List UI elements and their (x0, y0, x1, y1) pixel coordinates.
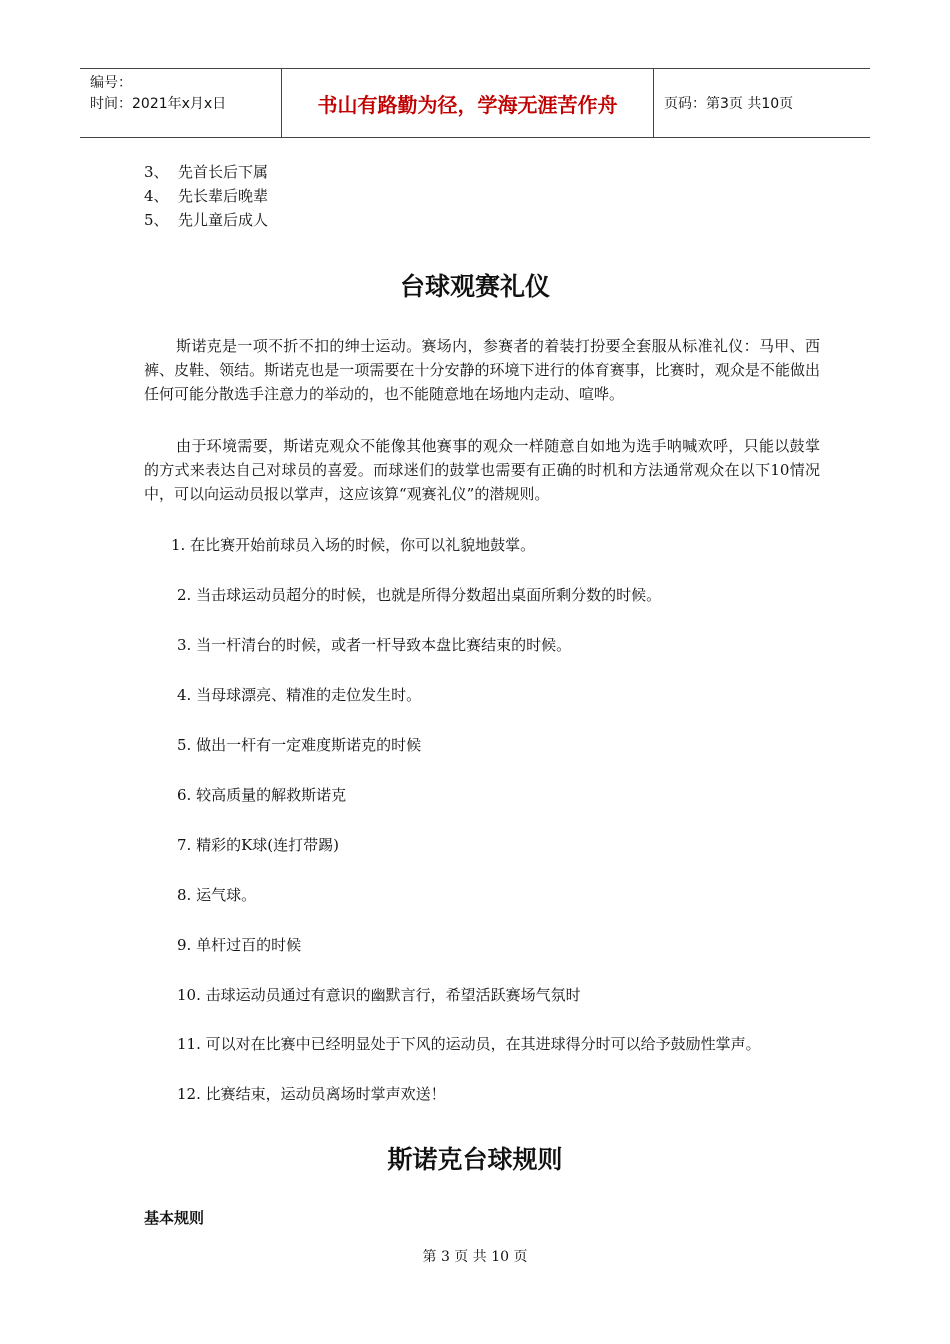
rule-item: 8. 运气球。 (177, 886, 257, 904)
time-label: 时间：2021年x月x日 (90, 96, 227, 112)
list-item (144, 208, 268, 232)
motto-text: 书山有路勤为径，学海无涯苦作舟 (317, 92, 618, 117)
rule-item: 11. 可以对在比赛中已经明显处于下风的运动员，在其进球得分时可以给予鼓励性掌声。 (177, 1035, 761, 1053)
rule-item: 4. 当母球漂亮、精准的走位发生时。 (177, 686, 422, 704)
rule-item: 2. 当击球运动员超分的时候，也就是所得分数超出桌面所剩分数的时候。 (177, 586, 662, 604)
subsection-title: 基本规则 (144, 1209, 205, 1227)
rule-item: 6. 较高质量的解救斯诺克 (177, 786, 347, 804)
list-item (144, 184, 268, 208)
header-table (80, 68, 870, 138)
list-number: 3、 (144, 163, 169, 181)
paragraph: 由于环境需要，斯诺克观众不能像其他赛事的观众一样随意自如地为选手呐喊欢呼，只能以鼓掌的方式来表达自己对球员的喜爱。而球迷们的鼓掌也需要有正确的时机和方法通常观众在以下10情况中，可以向运动员报以掌声，这应该算“观赛礼仪”的潜规则。 (144, 437, 820, 503)
rule-item: 1. 在比赛开始前球员入场的时候，你可以礼貌地鼓掌。 (171, 536, 536, 554)
rule-item: 10. 击球运动员通过有意识的幽默言行，希望活跃赛场气氛时 (177, 986, 581, 1004)
list-item (144, 160, 268, 184)
header-motto-cell (281, 69, 654, 137)
list-text: 先长辈后晚辈 (178, 187, 269, 205)
list-text: 先儿童后成人 (178, 211, 269, 229)
rule-item: 5. 做出一杆有一定难度斯诺克的时候 (177, 736, 422, 754)
intro-list (144, 160, 268, 232)
header-page-cell (654, 69, 870, 137)
list-number: 4、 (144, 187, 169, 205)
section-title-etiquette: 台球观赛礼仪 (399, 272, 550, 301)
page-footer: 第 3 页 共 10 页 (422, 1249, 528, 1265)
header-meta (80, 69, 281, 137)
rule-item: 9. 单杆过百的时候 (177, 936, 302, 954)
page-label: 页码：第3页 共10页 (664, 96, 794, 112)
list-number: 5、 (144, 211, 169, 229)
paragraph: 斯诺克是一项不折不扣的绅士运动。赛场内，参赛者的着装打扮要全套服从标准礼仪：马甲、西裤、皮鞋、领结。斯诺克也是一项需要在十分安静的环境下进行的体育赛事，比赛时，观众是不能做出任何可能分散选手注意力的举动的，也不能随意地在场地内走动、喧哗。 (144, 337, 820, 403)
list-text: 先首长后下属 (178, 163, 269, 181)
section-title-rules: 斯诺克台球规则 (387, 1145, 563, 1174)
rule-item: 7. 精彩的K球(连打带踢) (177, 836, 339, 854)
rule-item: 3. 当一杆清台的时候，或者一杆导致本盘比赛结束的时候。 (177, 636, 572, 654)
rule-item: 12. 比赛结束，运动员离场时掌声欢送！ (177, 1085, 446, 1103)
number-label: 编号： (90, 75, 132, 91)
